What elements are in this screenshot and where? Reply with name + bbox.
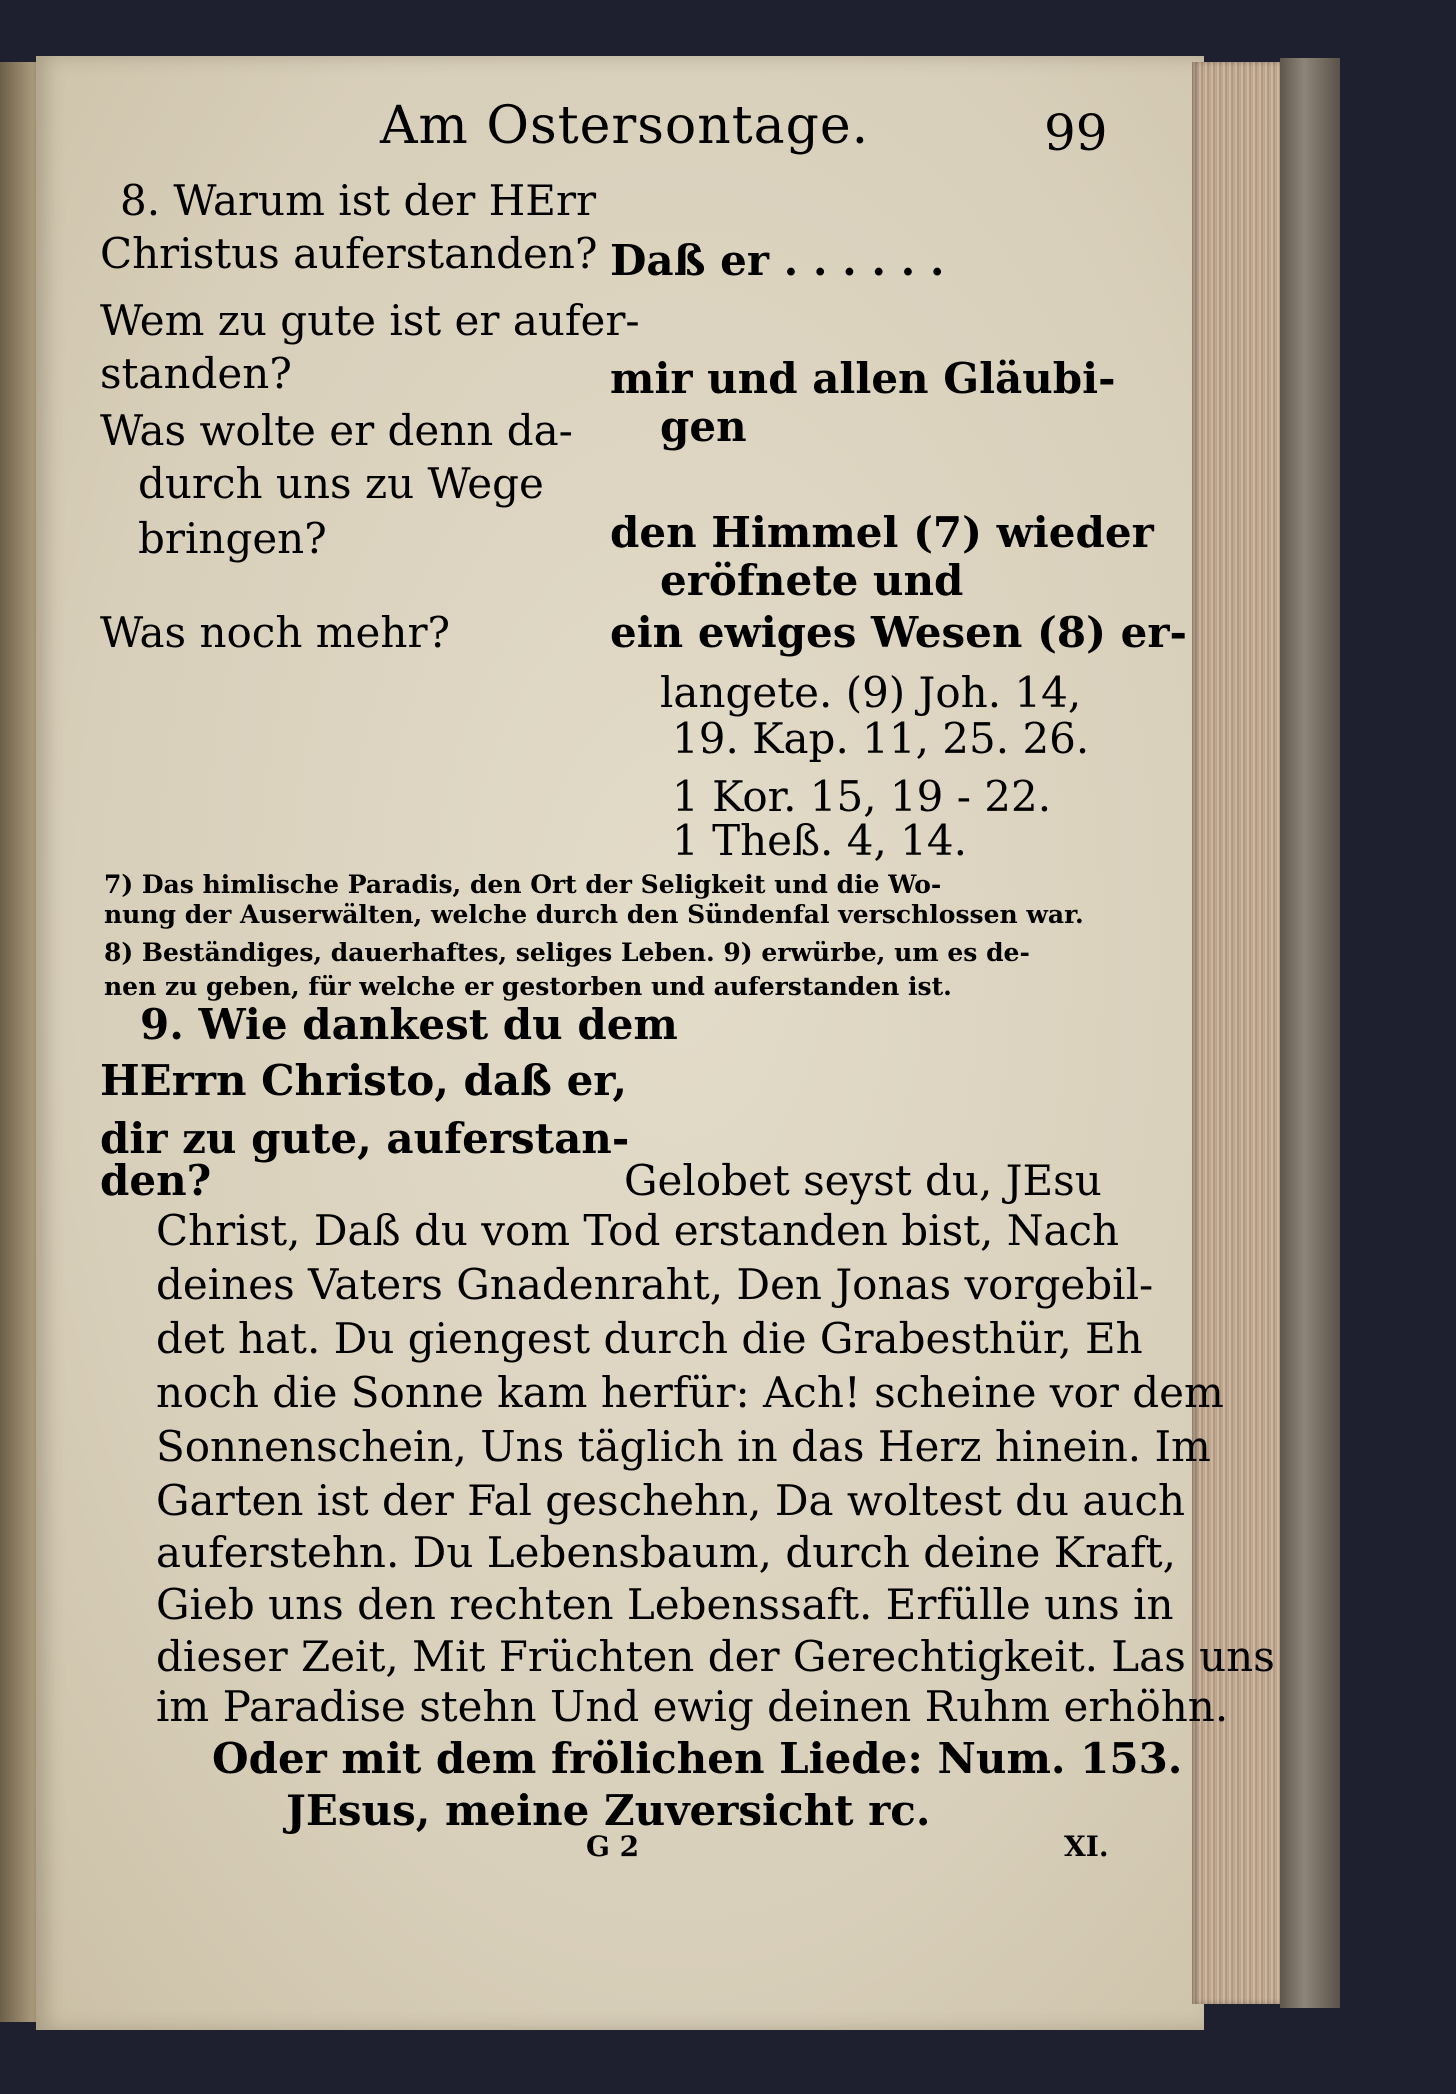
answer-8-line-9: 1 Kor. 15, 19 - 22. [672,772,1052,821]
answer-8-line-8: 19. Kap. 11, 25. 26. [672,714,1090,763]
question-8-line-5: Was wolte er denn da- [100,406,573,455]
footnote-line-3: 8) Beständiges, dauerhaftes, seliges Leben. 9) erwürbe, um es de- [104,938,1030,967]
catchword: XI. [1064,1830,1109,1863]
question-9-line-2: HErrn Christo, daß er, [100,1056,627,1105]
page-number: 99 [1044,104,1108,162]
answer-9-first-line: Gelobet seyst du, JEsu [624,1156,1102,1205]
alternative-hymn-title: JEsus, meine Zuversicht rc. [286,1786,931,1835]
question-8-line-8: Was noch mehr? [100,608,451,657]
answer-8-line-4: den Himmel (7) wieder [610,508,1154,557]
page-title: Am Ostersontage. [380,96,870,156]
alternative-hymn-reference: Oder mit dem frölichen Liede: Num. 153. [212,1734,1183,1783]
answer-8-line-3: gen [660,402,747,451]
footnote-line-4: nen zu geben, für welche er gestorben und auferstanden ist. [104,972,952,1001]
hymn-line-5: Sonnenschein, Uns täglich in das Herz hinein. Im [156,1422,1211,1471]
answer-8-line-7: langete. (9) Joh. 14, [660,668,1082,717]
hymn-line-4: noch die Sonne kam herfür: Ach! scheine vor dem [156,1368,1224,1417]
question-8-line-6: durch uns zu Wege [138,459,544,508]
question-8-line-2: Christus auferstanden? [100,229,598,278]
footnote-line-1: 7) Das himlische Paradis, den Ort der Seligkeit und die Wo- [104,870,942,899]
hymn-line-10: im Paradise stehn Und ewig deinen Ruhm erhöhn. [156,1682,1229,1731]
hymn-line-2: deines Vaters Gnadenraht, Den Jonas vorgebil- [156,1260,1154,1309]
answer-8-line-5: eröfnete und [660,556,964,605]
answer-8-line-2: mir und allen Gläubi- [610,354,1116,403]
book-cover-edge [1280,58,1340,2008]
hymn-line-6: Garten ist der Fal geschehn, Da woltest du auch [156,1476,1186,1525]
answer-8-line-6: ein ewiges Wesen (8) er- [610,608,1187,657]
question-9-line-1: 9. Wie dankest du dem [140,1000,678,1049]
question-8-line-4: standen? [100,349,292,398]
signature-mark: G 2 [586,1830,640,1863]
question-9-line-3: dir zu gute, auferstan- [100,1114,630,1163]
question-8-line-7: bringen? [138,514,327,563]
hymn-line-7: auferstehn. Du Lebensbaum, durch deine Kraft, [156,1528,1176,1577]
hymn-line-1: Christ, Daß du vom Tod erstanden bist, Nach [156,1206,1120,1255]
hymn-line-9: dieser Zeit, Mit Früchten der Gerechtigkeit. Las uns [156,1632,1275,1681]
answer-8-line-1: Daß er . . . . . . [610,236,945,285]
hymn-line-3: det hat. Du giengest durch die Grabesthür, Eh [156,1314,1143,1363]
answer-8-line-10: 1 Theß. 4, 14. [672,816,967,865]
question-9-line-4: den? [100,1156,212,1205]
question-8-line-1: 8. Warum ist der HErr [120,176,597,225]
question-8-line-3: Wem zu gute ist er aufer- [100,296,640,345]
hymn-line-8: Gieb uns den rechten Lebenssaft. Erfülle uns in [156,1580,1174,1629]
footnote-line-2: nung der Auserwälten, welche durch den Sündenfal verschlossen war. [104,900,1084,929]
